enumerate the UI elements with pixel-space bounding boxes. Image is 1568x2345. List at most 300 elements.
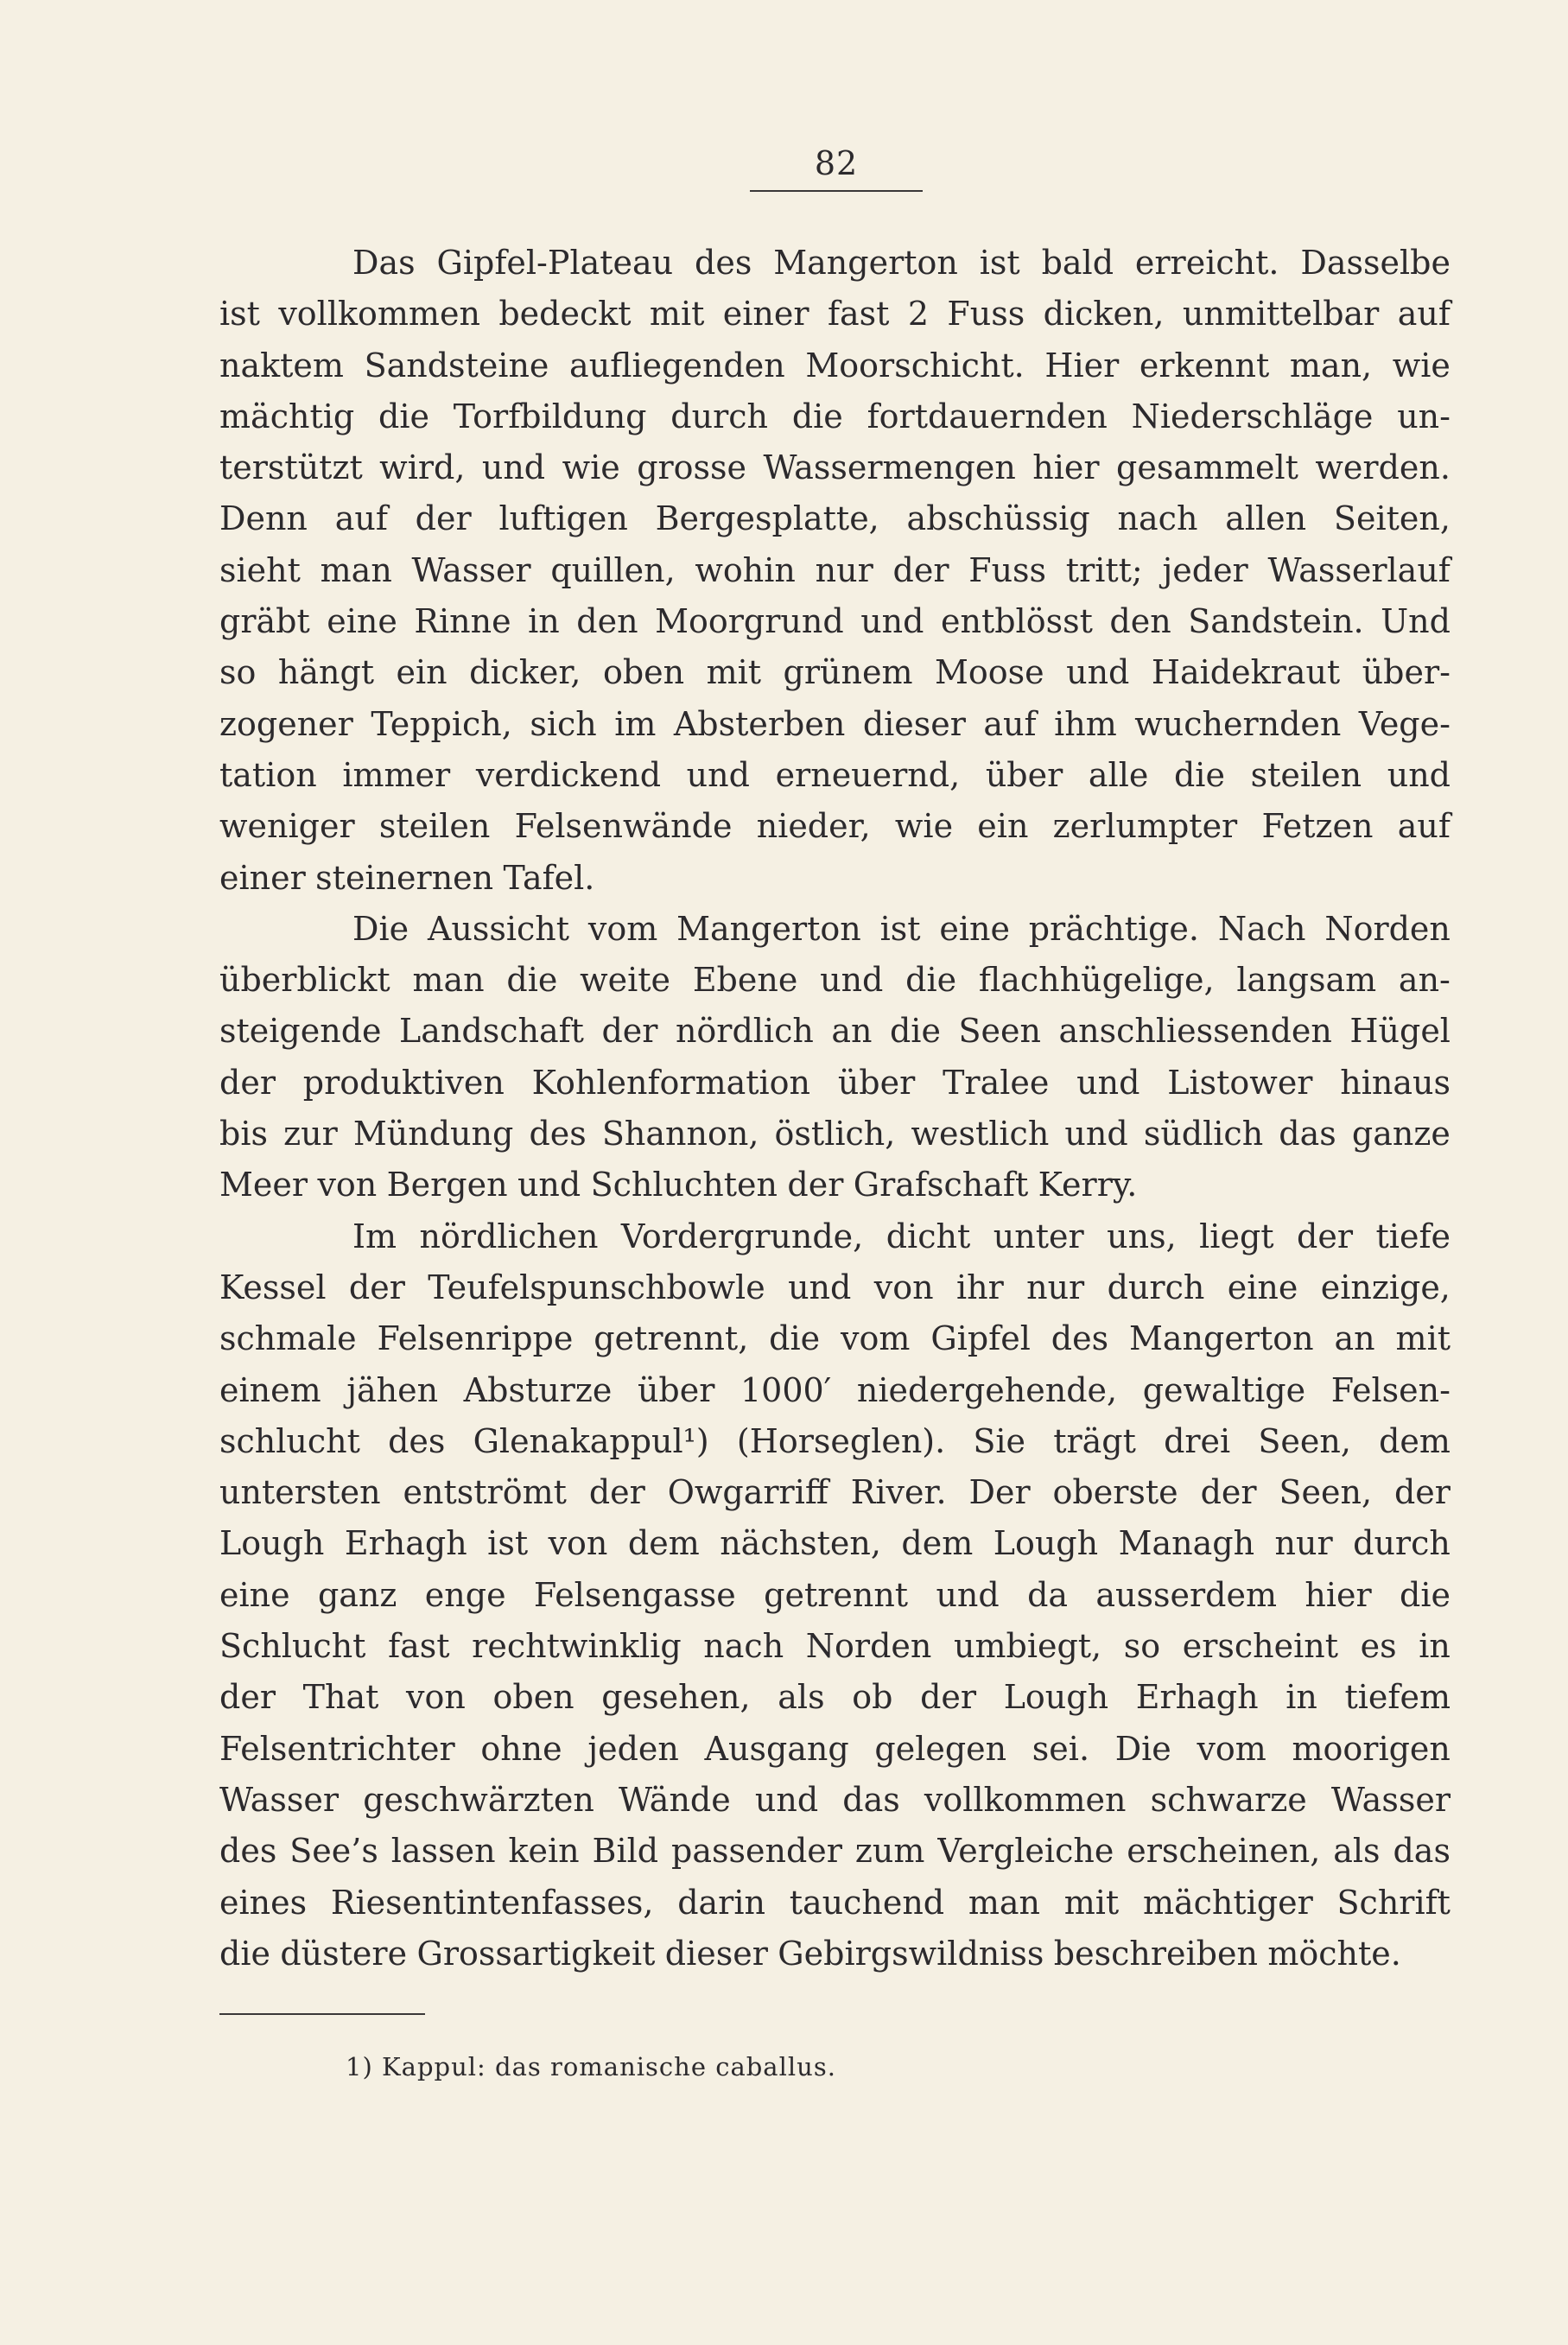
word: nur [1026, 1268, 1085, 1306]
word: des [695, 244, 752, 282]
word: Shannon, [601, 1115, 759, 1153]
word: gelegen [874, 1729, 1007, 1768]
word: gesehen, [601, 1678, 751, 1717]
text-line [219, 955, 1451, 1006]
text-line [219, 1672, 1451, 1723]
word: Absterben [673, 704, 846, 743]
word: über [637, 1370, 715, 1409]
word: Erhagh [1135, 1678, 1259, 1717]
word: ist [979, 244, 1020, 282]
word: weniger [219, 807, 355, 846]
word: prächtige. [1028, 909, 1199, 948]
text-line [219, 1570, 1451, 1621]
word: dem [1379, 1421, 1451, 1460]
word: Torfbildung [453, 397, 647, 435]
word: liegt [1199, 1217, 1274, 1255]
word: grünem [783, 653, 913, 692]
word: in [1419, 1627, 1451, 1666]
word: weite [580, 961, 671, 1000]
word: rechtwinklig [472, 1627, 682, 1666]
word: möchte. [1267, 1934, 1401, 1973]
word: über- [1362, 653, 1451, 692]
word: im [614, 704, 657, 743]
word: Haidekraut [1151, 653, 1341, 692]
word: eine [1227, 1268, 1298, 1306]
word: Fetzen [1261, 807, 1374, 846]
word: Kohlenformation [531, 1063, 811, 1102]
word: Felsenwände [514, 807, 733, 846]
word: Lough [219, 1524, 325, 1563]
word: zum [854, 1832, 925, 1871]
word: Riesentintenfasses, [330, 1883, 654, 1922]
word: Lough [1003, 1678, 1109, 1717]
word: terstützt [219, 448, 363, 487]
word: mit [706, 653, 762, 692]
word: hier [1032, 448, 1100, 487]
word: und [860, 602, 924, 641]
word: der [415, 499, 472, 538]
text-line [219, 1211, 1451, 1262]
text-line [219, 1313, 1451, 1364]
word: wohin [695, 550, 796, 589]
word: in [528, 602, 560, 641]
word: Wasser [1330, 1780, 1451, 1819]
word: so [219, 653, 257, 692]
word: tritt; [1065, 550, 1143, 589]
word: Seen [958, 1012, 1041, 1051]
word: vom [841, 1319, 911, 1358]
word: Vege- [1358, 704, 1451, 743]
word: durch [1107, 1268, 1205, 1306]
word: Wasser [411, 550, 531, 589]
text-line [219, 493, 1451, 544]
word: einem [219, 1370, 321, 1409]
word: Sandstein. [1188, 602, 1364, 641]
word: Managh [1118, 1524, 1255, 1563]
word: eines [219, 1883, 308, 1922]
word: durch [1353, 1524, 1451, 1563]
word: niedergehende, [856, 1370, 1118, 1409]
word: das [842, 1780, 900, 1819]
word: Felsenrippe [377, 1319, 574, 1358]
word: wie [1392, 346, 1451, 384]
word: Hügel [1349, 1012, 1451, 1051]
word: als [1333, 1832, 1381, 1871]
word: geschwärzten [363, 1780, 594, 1819]
word: als [778, 1678, 825, 1717]
word: die [791, 397, 843, 435]
word: jähen [346, 1370, 439, 1409]
word: der [588, 1473, 645, 1512]
word: des [388, 1421, 446, 1460]
word: Kessel [219, 1268, 327, 1306]
word: jeder [1162, 550, 1248, 589]
word: hängt [277, 653, 375, 692]
word: Mangerton [773, 244, 958, 282]
word: es [1360, 1627, 1397, 1666]
word: nieder, [756, 807, 871, 846]
word: ohne [480, 1729, 562, 1768]
word: erscheint [1182, 1627, 1339, 1666]
word: tation [219, 755, 317, 794]
word: Seen, [1279, 1473, 1373, 1512]
word: und [481, 448, 546, 487]
word: erkennt [1139, 346, 1270, 384]
word: trägt [1053, 1421, 1136, 1460]
word: drei [1164, 1421, 1231, 1460]
word: ist [487, 1524, 529, 1563]
word: gesammelt [1116, 448, 1298, 487]
word: produktiven [302, 1063, 505, 1102]
word: und [517, 1166, 581, 1204]
text-line [219, 391, 1451, 442]
footnote: 1) Kappul: das romanische caballus. [346, 2052, 836, 2081]
word: man [412, 961, 485, 1000]
word: vollkommen [924, 1780, 1127, 1819]
word: fortdauernden [867, 397, 1108, 435]
word: sich [530, 704, 597, 743]
word: wie [562, 448, 620, 487]
word: Schluchten [590, 1166, 778, 1204]
word: 1000′ [740, 1370, 832, 1409]
word: lassen [390, 1832, 496, 1871]
word: Aussicht [427, 909, 570, 948]
word: steilen [1250, 755, 1362, 794]
word: Gipfel [930, 1319, 1031, 1358]
word: dem [901, 1524, 974, 1563]
word: nach [703, 1627, 784, 1666]
text-line [219, 750, 1451, 801]
word: Grafschaft [853, 1166, 1029, 1204]
word: Seen, [1258, 1421, 1351, 1460]
word: wuchernden [1134, 704, 1342, 743]
word: langsam [1236, 961, 1377, 1000]
text-line [219, 853, 1451, 904]
word: in [1286, 1678, 1317, 1717]
text-line [219, 1724, 1451, 1775]
word: Tralee [943, 1063, 1050, 1102]
word: Gipfel-Plateau [436, 244, 674, 282]
word: fast [388, 1627, 450, 1666]
word: der [348, 1268, 405, 1306]
word: fast [827, 295, 890, 334]
word: Mangerton [676, 909, 861, 948]
word: quillen, [550, 550, 676, 589]
word: Denn [219, 499, 308, 538]
word: Ebene [692, 961, 798, 1000]
word: (Horseglen). [736, 1421, 946, 1460]
word: River. [850, 1473, 947, 1512]
text-line [219, 699, 1451, 750]
word: der [1297, 1217, 1354, 1255]
word: von [873, 1268, 934, 1306]
word: bis [219, 1115, 268, 1153]
word: Fuss [968, 550, 1047, 589]
word: durch [670, 397, 769, 435]
text-line [219, 1109, 1451, 1160]
word: sieht [219, 550, 301, 589]
word: und [686, 755, 750, 794]
word: oben [492, 1678, 575, 1717]
word: Teufelspunschbowle [428, 1268, 765, 1306]
word: erreicht. [1134, 244, 1279, 282]
word: der [219, 1678, 276, 1717]
text-line [219, 1621, 1451, 1672]
word: Im [352, 1217, 397, 1255]
word: einer [722, 295, 809, 334]
word: und [1076, 1063, 1140, 1102]
word: Grossartigkeit [416, 1934, 656, 1973]
word: die [889, 1012, 941, 1051]
paragraph [219, 904, 1451, 1211]
word: Vordergrunde, [620, 1217, 864, 1255]
word: Sandsteine [364, 346, 549, 384]
word: Bergesplatte, [655, 499, 879, 538]
word: man [968, 1883, 1041, 1922]
word: Und [1381, 602, 1451, 641]
word: Felsen- [1330, 1370, 1451, 1409]
word: der [892, 550, 949, 589]
word: ein [977, 807, 1029, 846]
word: da [1027, 1575, 1069, 1614]
word: östlich, [774, 1115, 896, 1153]
word: Tafel. [503, 858, 595, 897]
word: Wände [619, 1780, 731, 1819]
word: zur [283, 1115, 338, 1153]
word: aufliegenden [569, 346, 785, 384]
word: einzige, [1320, 1268, 1451, 1306]
word: getrennt [764, 1575, 909, 1614]
word: ausserdem [1095, 1575, 1278, 1614]
word: passender [671, 1832, 842, 1871]
word: schmale [219, 1319, 357, 1358]
word: Owgarriff [667, 1473, 828, 1512]
word: eine [939, 909, 1010, 948]
word: Felsentrichter [219, 1729, 455, 1768]
word: Gebirgswildniss [778, 1934, 1044, 1973]
word: an [1334, 1319, 1375, 1358]
word: hier [1305, 1575, 1372, 1614]
word: man, [1289, 346, 1373, 384]
word: Die [352, 909, 409, 948]
word: steinernen [315, 858, 494, 897]
word: kein [508, 1832, 580, 1871]
word: gräbt [219, 602, 310, 641]
word: oberste [1052, 1473, 1178, 1512]
word: darin [677, 1883, 765, 1922]
word: getrennt, [594, 1319, 749, 1358]
word: erscheinen, [1127, 1832, 1321, 1871]
word: das [1279, 1115, 1336, 1153]
body-text [219, 238, 1451, 1980]
word: den [576, 602, 638, 641]
word: dicht [886, 1217, 971, 1255]
word: ist [219, 295, 260, 334]
paragraph [219, 238, 1451, 904]
word: ist [879, 909, 921, 948]
word: Meer [219, 1166, 308, 1204]
word: über [985, 755, 1063, 794]
word: bedeckt [498, 295, 632, 334]
word: Listower [1167, 1063, 1313, 1102]
word: des [529, 1115, 587, 1153]
word: grosse [637, 448, 747, 487]
word: mit [1063, 1883, 1120, 1922]
word: Erhagh [344, 1524, 467, 1563]
word: dicken, [1043, 295, 1165, 334]
text-line [219, 1416, 1451, 1467]
word: so [1123, 1627, 1161, 1666]
word: Schlucht [219, 1627, 366, 1666]
word: Moorgrund [655, 602, 844, 641]
text-line [219, 801, 1451, 852]
word: der [920, 1678, 977, 1717]
word: Hier [1044, 346, 1120, 384]
word: mächtiger [1142, 1883, 1313, 1922]
word: Wassermengen [763, 448, 1016, 487]
text-line [219, 1775, 1451, 1826]
word: Norden [1324, 909, 1451, 948]
text-line [219, 238, 1451, 289]
text-line [219, 647, 1451, 698]
word: werden. [1315, 448, 1451, 487]
word: wie [894, 807, 954, 846]
word: zogener [219, 704, 353, 743]
word: nur [1274, 1524, 1333, 1563]
word: gewaltige [1142, 1370, 1306, 1409]
word: Die [1114, 1729, 1171, 1768]
word: sei. [1032, 1729, 1090, 1768]
text-line [219, 1160, 1451, 1211]
word: auf [983, 704, 1037, 743]
word: moorigen [1292, 1729, 1451, 1768]
word: steigende [219, 1012, 382, 1051]
word: verdickend [475, 755, 662, 794]
word: unter [993, 1217, 1084, 1255]
paragraph [219, 1211, 1451, 1980]
word: See’s [289, 1832, 378, 1871]
word: des [1051, 1319, 1109, 1358]
word: an [831, 1012, 873, 1051]
word: mit [1395, 1319, 1451, 1358]
word: dicker, [469, 653, 581, 692]
text-line [219, 1518, 1451, 1569]
word: luftigen [498, 499, 628, 538]
word: und [788, 1268, 852, 1306]
word: schwarze [1150, 1780, 1307, 1819]
word: der [601, 1012, 658, 1051]
word: That [302, 1678, 379, 1717]
word: ob [852, 1678, 893, 1717]
word: und [820, 961, 884, 1000]
word: auf [1397, 295, 1451, 334]
word: zerlumpter [1052, 807, 1238, 846]
word: und [754, 1780, 819, 1819]
word: alle [1088, 755, 1149, 794]
word: anschliessenden [1058, 1012, 1332, 1051]
word: von [406, 1678, 466, 1717]
word: vom [587, 909, 658, 948]
word: Rinne [414, 602, 511, 641]
word: einer [219, 858, 306, 897]
word: Seiten, [1333, 499, 1451, 538]
word: Wasserlauf [1267, 550, 1451, 589]
word: vollkommen [278, 295, 480, 334]
word: mit [649, 295, 705, 334]
word: schlucht [219, 1421, 360, 1460]
word: flachhügelige, [978, 961, 1215, 1000]
word: Mündung [352, 1115, 514, 1153]
word: eine [219, 1575, 290, 1614]
text-line [219, 1878, 1451, 1929]
word: nördlich [675, 1012, 814, 1051]
word: eine [327, 602, 397, 641]
word: und [1387, 755, 1451, 794]
word: beschreiben [1053, 1934, 1258, 1973]
word: dieser [862, 704, 966, 743]
word: jeden [587, 1729, 679, 1768]
word: Bild [592, 1832, 659, 1871]
word: abschüssig [906, 499, 1090, 538]
word: tiefe [1375, 1217, 1451, 1255]
text-line [219, 1929, 1451, 1980]
word: Sie [973, 1421, 1026, 1460]
word: Teppich, [371, 704, 512, 743]
word: vom [1197, 1729, 1266, 1768]
word: nördlichen [419, 1217, 599, 1255]
word: Schrift [1336, 1883, 1451, 1922]
word: steilen [378, 807, 491, 846]
text-line [219, 1365, 1451, 1416]
text-line [219, 340, 1451, 391]
word: Vergleiche [937, 1832, 1114, 1871]
word: die [769, 1319, 821, 1358]
word: Dasselbe [1300, 244, 1451, 282]
word: Kerry. [1038, 1166, 1138, 1204]
text-line [219, 1826, 1451, 1877]
word: 2 [907, 295, 930, 334]
word: nur [815, 550, 873, 589]
word: düstere [280, 1934, 408, 1973]
word: oben [602, 653, 685, 692]
word: der [1393, 1473, 1451, 1512]
word: die [219, 1934, 270, 1973]
word: ihm [1054, 704, 1117, 743]
text-line [219, 1262, 1451, 1313]
word: der [219, 1063, 276, 1102]
word: auf [1397, 807, 1451, 846]
word: und [1066, 653, 1130, 692]
word: nach [1117, 499, 1198, 538]
word: des [219, 1832, 277, 1871]
word: Ausgang [704, 1729, 849, 1768]
word: ganz [317, 1575, 397, 1614]
word: erneuernd, [775, 755, 961, 794]
word: allen [1225, 499, 1307, 538]
word: ein [396, 653, 448, 692]
word: tiefem [1344, 1678, 1451, 1717]
word: Moose [934, 653, 1044, 692]
word: Der [968, 1473, 1031, 1512]
word: die [1400, 1575, 1451, 1614]
word: überblickt [219, 961, 390, 1000]
word: Norden [805, 1627, 932, 1666]
word: Absturze [463, 1370, 613, 1409]
word: mächtig [219, 397, 355, 435]
word: die [905, 961, 957, 1000]
word: das [1393, 1832, 1451, 1871]
text-line [219, 596, 1451, 647]
